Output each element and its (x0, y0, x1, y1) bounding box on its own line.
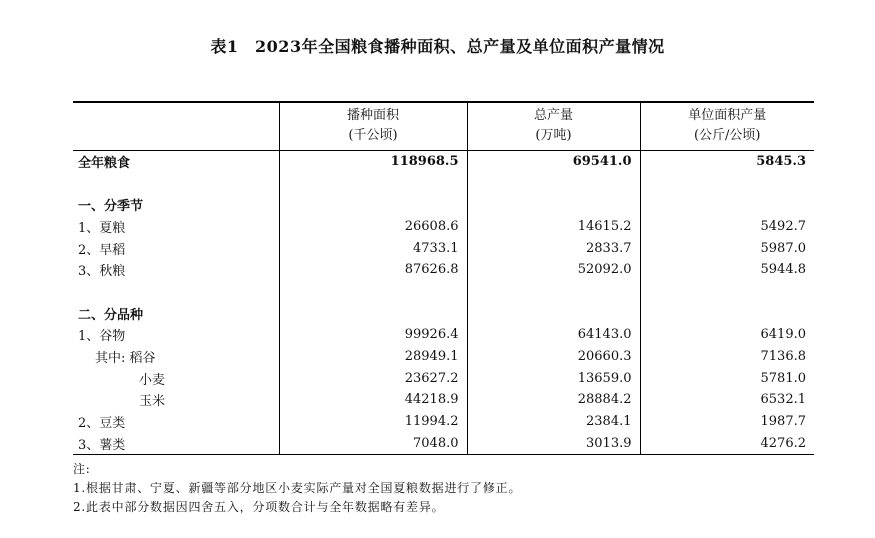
row-label: 3、秋粮 (78, 264, 126, 280)
cell-yield: 6532.1 (640, 389, 814, 411)
header-label-cell (73, 102, 279, 150)
cell-sown-area: 28949.1 (279, 346, 467, 368)
cell-total-output: 2833.7 (467, 237, 640, 259)
cell-total-output: 20660.3 (467, 346, 640, 368)
row-label: 3、薯类 (73, 432, 279, 454)
row-cereals (73, 324, 814, 346)
row-label: 2、早稻 (78, 242, 126, 258)
row-corn (73, 389, 814, 411)
header-row (73, 102, 814, 150)
row-total-grain (73, 150, 814, 172)
table-notes (73, 460, 521, 517)
cell-sown-area: 99926.4 (279, 324, 467, 346)
cell-sown-area: 87626.8 (279, 259, 467, 281)
table-title: 表1 2023年全国粮食播种面积、总产量及单位面积产量情况 (210, 37, 665, 56)
cell-sown-area: 7048.0 (279, 432, 467, 454)
cell-total-output: 52092.0 (467, 259, 640, 281)
cell-yield: 7136.8 (640, 346, 814, 368)
spacer-row (73, 281, 814, 303)
cell-yield: 5781.0 (640, 367, 814, 389)
cell-sown-area: 11994.2 (279, 411, 467, 433)
note-item: 2.此表中部分数据因四舍五入，分项数合计与全年数据略有差异。 (73, 500, 445, 514)
row-beans (73, 411, 814, 433)
cell-yield: 5492.7 (640, 216, 814, 238)
cell-total-output: 28884.2 (467, 389, 640, 411)
cell-yield: 6419.0 (640, 324, 814, 346)
row-label: 小麦 (139, 372, 166, 388)
row-label: 其中: 稻谷 (95, 351, 156, 367)
cell-sown-area: 4733.1 (279, 237, 467, 259)
cell-sown-area: 23627.2 (279, 367, 467, 389)
header-total-output: 总产量 (万吨) (467, 102, 640, 150)
cell-total-output: 64143.0 (467, 324, 640, 346)
grain-table (73, 101, 814, 455)
note-item: 1.根据甘肃、宁夏、新疆等部分地区小麦实际产量对全国夏粮数据进行了修正。 (73, 481, 522, 495)
row-section-season (73, 194, 814, 216)
row-early-rice (73, 237, 814, 259)
row-label: 玉米 (139, 394, 166, 410)
row-tubers (73, 432, 814, 454)
row-wheat (73, 367, 814, 389)
cell-yield: 1987.7 (640, 411, 814, 433)
row-label: 2、豆类 (78, 416, 126, 432)
cell-sown-area: 44218.9 (279, 389, 467, 411)
cell-yield: 5987.0 (640, 237, 814, 259)
cell-yield: 5845.3 (640, 150, 814, 172)
row-label: 全年粮食 (78, 155, 131, 171)
header-sown-area: 播种面积 (千公顷) (279, 102, 467, 150)
row-label: 1、谷物 (78, 329, 126, 345)
header-yield-per-unit: 单位面积产量 (公斤/公顷) (640, 102, 814, 150)
cell-yield: 4276.2 (640, 432, 814, 454)
row-autumn-grain (73, 259, 814, 281)
cell-total-output: 14615.2 (467, 216, 640, 238)
spacer-row (73, 172, 814, 194)
row-section-variety (73, 302, 814, 324)
notes-heading: 注: (73, 462, 91, 476)
cell-total-output: 69541.0 (467, 150, 640, 172)
cell-sown-area: 118968.5 (279, 150, 467, 172)
cell-yield: 5944.8 (640, 259, 814, 281)
section-label: 一、分季节 (78, 199, 144, 215)
row-label: 1、夏粮 (78, 220, 126, 236)
cell-total-output: 13659.0 (467, 367, 640, 389)
row-rice (73, 346, 814, 368)
section-label: 二、分品种 (78, 307, 144, 323)
cell-total-output: 3013.9 (467, 432, 640, 454)
row-summer-grain (73, 216, 814, 238)
cell-sown-area: 26608.6 (279, 216, 467, 238)
cell-total-output: 2384.1 (467, 411, 640, 433)
